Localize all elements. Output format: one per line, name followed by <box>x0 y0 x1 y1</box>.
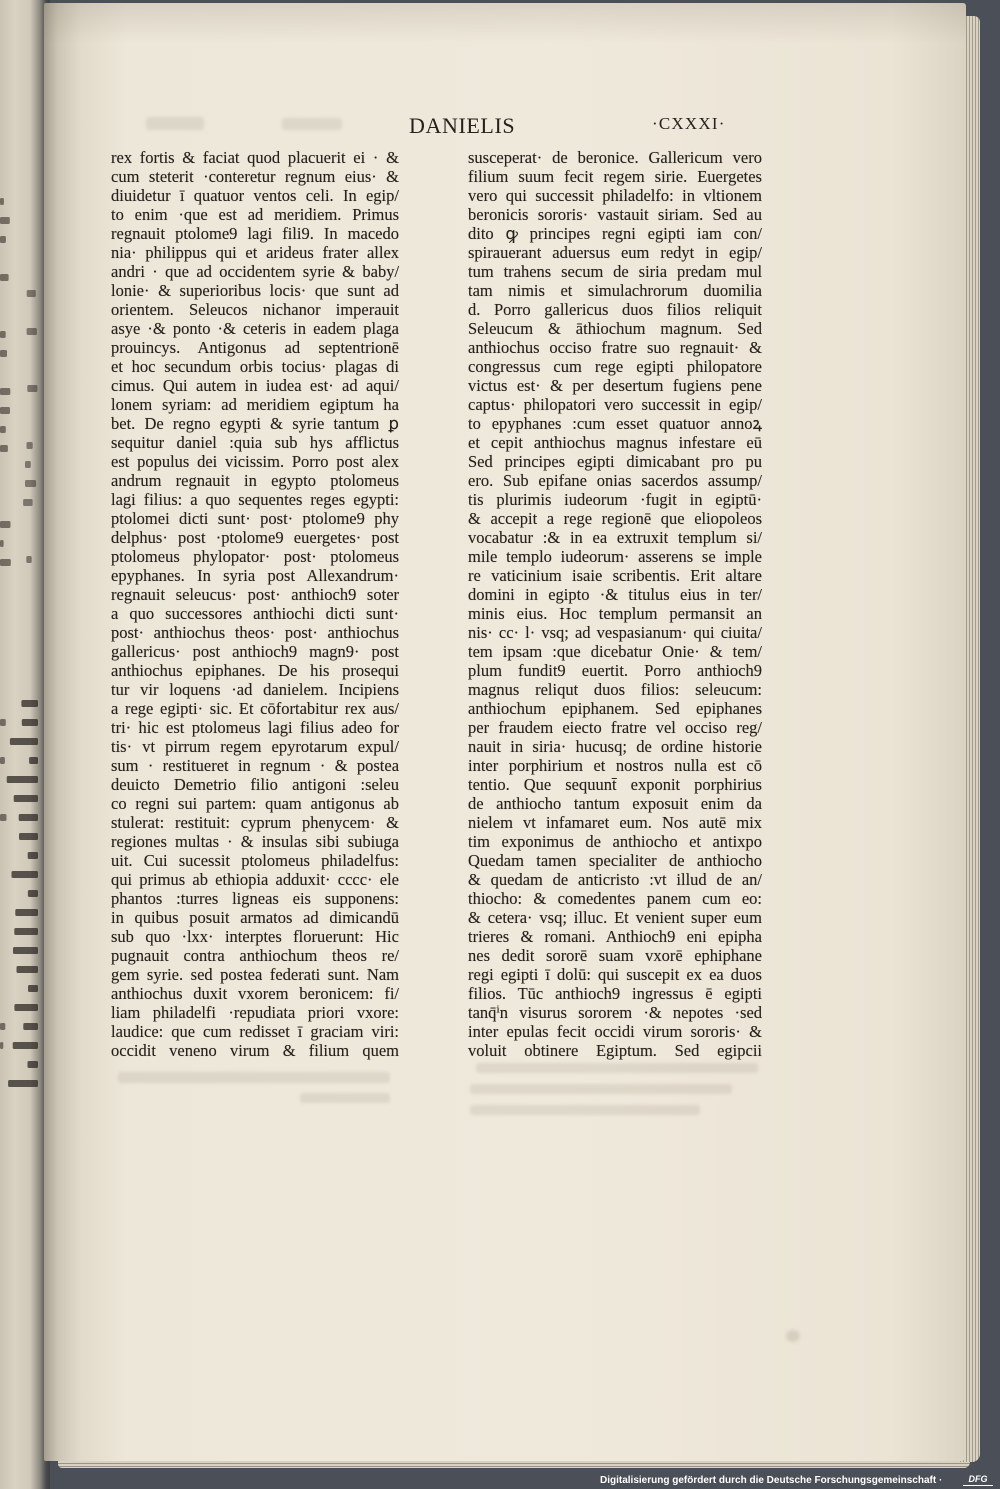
ink-fragment <box>0 274 9 281</box>
show-through <box>470 1084 732 1094</box>
text-line: cum steterit ·conteretur regnum eius· & <box>111 167 400 186</box>
show-through <box>300 1093 390 1103</box>
text-line: orientem. Seleucos nichanor imperauit <box>111 300 399 319</box>
text-line: inter porphirium et nostros nulla est cō <box>468 756 762 775</box>
ink-fragment <box>19 833 38 840</box>
right-text-column <box>468 148 762 1060</box>
text-line: ero. Sub epifane onias sacerdos assump/ <box>468 471 763 490</box>
text-line: sequitur daniel :quia sub hys afflictus <box>111 433 399 452</box>
text-line: tam nimis et simulachrorum duomilia <box>468 281 762 300</box>
dfg-logo: DFG <box>963 1474 993 1486</box>
text-line: tur vir loquens ·ad danielem. Incipiens <box>111 680 400 699</box>
text-line: to epyphanes :cum esset quatuor annoꝝ <box>468 414 762 433</box>
running-head: DANIELIS <box>409 113 516 138</box>
text-line: lonie· & superioribus locis· que sunt ad <box>111 281 399 300</box>
text-line: bet. De regno egypti & syrie tantum ꝑ <box>111 414 399 433</box>
ink-fragment <box>27 290 36 297</box>
text-line: co regni sui partem: quam antigonus ab <box>111 794 399 813</box>
text-line: lonem syriam: ad meridiem egiptum ha <box>111 395 400 414</box>
text-line: tanq̄ⁱn visurus sororem ·& nepotes ·sed <box>468 1003 763 1022</box>
text-line: gallericus· post anthioch9 magn9· post <box>111 642 399 661</box>
ink-fragment <box>28 985 38 992</box>
ink-fragment <box>27 328 37 335</box>
text-line: & quedam de anticristo :vt illud de an/ <box>468 870 763 889</box>
text-line: Seleucum & āthiochum magnum. Sed <box>468 319 762 338</box>
text-line: tum trahens secum de siria predam mul <box>468 262 763 281</box>
left-text-column <box>111 148 399 1060</box>
text-line: & cetera· vsq; illuc. Et venient super eum <box>468 908 763 927</box>
digitization-credit: Digitalisierung gefördert durch die Deutsche Forschungsgemeinschaft · <box>600 1475 943 1486</box>
text-line: mile templo iudeorum· asserens se imple <box>468 547 763 566</box>
text-line: Quedam tamen specialiter de anthiocho <box>468 851 762 870</box>
ink-fragment <box>0 198 4 205</box>
text-line: tim exponimus de anthiocho et antixpo <box>468 832 762 851</box>
text-line: est populus dei vicissim. Porro post alex <box>111 452 399 471</box>
text-line: anthiochus occiso fratre suo regnauit· & <box>468 338 762 357</box>
text-line: tem ipsam :que dicebatur Onie· & tem/ <box>468 642 763 661</box>
text-line: magnus reliqut duos filios: seleucum: <box>468 680 762 699</box>
ink-fragment <box>7 776 38 783</box>
text-line: in quibus posuit armatos ad dimicandū <box>111 908 400 927</box>
ink-fragment <box>17 966 39 973</box>
ink-fragment <box>23 1023 38 1030</box>
text-line: ptolomeus phylopator· post· ptolomeus <box>111 547 399 566</box>
ink-fragment <box>13 947 38 954</box>
ink-fragment <box>0 814 7 821</box>
ink-fragment <box>0 426 6 433</box>
text-line: post· anthiochus theos· post· anthiochus <box>111 623 399 642</box>
text-line: tis plurimis iudeorum ·fugit in egiptū· <box>468 490 762 509</box>
text-line: pugnauit contra anthiochum theos re/ <box>111 946 399 965</box>
ink-fragment <box>28 852 38 859</box>
text-line: tentio. Que sequunt̄ exponit porphirius <box>468 775 762 794</box>
ink-fragment <box>0 388 10 395</box>
ink-fragment <box>14 795 38 802</box>
ink-fragment <box>28 1061 39 1068</box>
ink-fragment <box>21 700 38 707</box>
text-line: voluit obtinere Egiptum. Sed egipcii <box>468 1041 762 1060</box>
text-line: a rege egipti· sic. Et cōfortabitur rex aus/ <box>111 699 400 718</box>
text-line: et cepit anthiochus magnus infestare eū <box>468 433 762 452</box>
text-line: trieres & romani. Anthioch9 eni epipha <box>468 927 762 946</box>
text-line: et hoc secundum orbis tocius· plagas di <box>111 357 399 376</box>
text-line: anthiochus duxit vxorem beronicem: fi/ <box>111 984 399 1003</box>
text-line: congressus cum rege egipti philopatore <box>468 357 762 376</box>
ink-fragment <box>0 719 6 726</box>
ink-fragment <box>0 350 7 357</box>
text-line: regiones multas · & insulas sibi subiuga <box>111 832 399 851</box>
ink-fragment <box>29 757 38 764</box>
text-line: filium suum fecit regem sirie. Euergetes <box>468 167 762 186</box>
ink-fragment <box>0 236 6 243</box>
text-line: epyphanes. In syria post Allexandrum· <box>111 566 399 585</box>
text-line: tis· vt pirrum regem epyrotarum expul/ <box>111 737 399 756</box>
text-line: liam philadelfi ·repudiata priori vxore: <box>111 1003 399 1022</box>
text-line: nis· cc· l· vsq; ad vespasianum· qui ciuita/ <box>468 623 762 642</box>
ink-fragment <box>23 499 32 506</box>
ink-fragment <box>28 890 38 897</box>
text-line: victus est· & per desertum fugiens pene <box>468 376 763 395</box>
text-line: nielem vt infamaret eum. Nos autē mix <box>468 813 763 832</box>
text-line: andrum regnauit in egypto ptolomeus <box>111 471 400 490</box>
show-through <box>470 1105 700 1115</box>
ink-fragment <box>10 738 38 745</box>
text-line: rex fortis & faciat quod placuerit ei · & <box>111 148 399 167</box>
text-line: cimus. Qui autem in iudea est· ad aqui/ <box>111 376 399 395</box>
text-line: plum fundit9 euertit. Porro anthioch9 <box>468 661 763 680</box>
ink-fragment <box>12 871 39 878</box>
show-through <box>282 118 342 130</box>
text-line: vero qui successit philadelfo: in vltionem <box>468 186 763 205</box>
text-line: ptolomei dicti sunt· post· ptolome9 phy <box>111 509 399 528</box>
ink-fragment <box>25 461 31 468</box>
text-line: phantos :turres ligneas eis supponens: <box>111 889 400 908</box>
text-line: regnauit seleucus· post· anthioch9 soter <box>111 585 400 604</box>
text-line: anthiochus epiphanes. De his prosequi <box>111 661 400 680</box>
ink-fragment <box>27 385 37 392</box>
text-line: dito ꝙ principes regni egipti iam con/ <box>468 224 762 243</box>
ink-fragment <box>14 1004 38 1011</box>
text-line: anthiochum epiphanem. Sed epiphanes <box>468 699 762 718</box>
text-line: nes dedit sororē suam vxorē ephiphane <box>468 946 762 965</box>
text-line: stulerat: restituit: cyprum phenycem· & <box>111 813 399 832</box>
text-line: captus· philopatori vero successit in egip/ <box>468 395 762 414</box>
text-line: gem syrie. sed postea federati sunt. Nam <box>111 965 399 984</box>
ink-fragment <box>19 814 38 821</box>
ink-fragment <box>27 442 33 449</box>
text-line: delphus· post ·ptolome9 euergetes· post <box>111 528 400 547</box>
text-line: Sed principes egipti dimicabant pro pu <box>468 452 762 471</box>
ink-fragment <box>0 559 11 566</box>
ink-fragment <box>0 1023 5 1030</box>
text-line: to enim ·que est ad meridiem. Primus <box>111 205 399 224</box>
ink-fragment <box>0 757 5 764</box>
text-line: occidit veneno virum & filium quem <box>111 1041 400 1060</box>
ink-fragment <box>25 480 36 487</box>
text-line: tri· hic est ptolomeus lagi filius adeo for <box>111 718 399 737</box>
text-line: regnauit ptolome9 lagi fili9. In macedo <box>111 224 399 243</box>
previous-page-fragments <box>0 0 50 1489</box>
text-line: minis eius. Hoc templum permansit an <box>468 604 762 623</box>
text-line: nia· philippus qui et arideus frater allex <box>111 243 400 262</box>
ink-fragment <box>0 445 8 452</box>
ink-fragment <box>0 540 4 547</box>
text-line: spirauerant aduersus eum redyt in egip/ <box>468 243 762 262</box>
text-line: sum · restitueret in regnum · & postea <box>111 756 400 775</box>
text-line: per fraudem eiecto fratre vel occiso reg/ <box>468 718 762 737</box>
show-through <box>476 1063 758 1073</box>
text-line: & accepit a rege regionē que eliopoleos <box>468 509 763 528</box>
text-line: nauit in siria· hucusq; de ordine historie <box>468 737 762 756</box>
text-line: domini in egipto ·& titulus eius in ter/ <box>468 585 763 604</box>
ink-fragment <box>13 1042 38 1049</box>
text-line: re vaticinium isaie scribentis. Erit altare <box>468 566 762 585</box>
text-line: diuidetur ī quatuor ventos celi. In egip/ <box>111 186 399 205</box>
text-line: qui primus ab ethiopia adduxit· cccc· ele <box>111 870 399 889</box>
text-line: regi egipti ī dolū: qui suscepit ex ea duos <box>468 965 762 984</box>
text-line: laudice: que cum redisset ī graciam viri: <box>111 1022 399 1041</box>
text-line: andri · que ad occidentem syrie & baby/ <box>111 262 400 281</box>
show-through <box>118 1072 390 1083</box>
text-line: vocabatur :& in ea extruxit templum si/ <box>468 528 762 547</box>
folio-number: ·CXXXI· <box>652 114 726 133</box>
ink-fragment <box>8 1080 38 1087</box>
ink-fragment <box>0 217 10 224</box>
ink-fragment <box>0 331 6 338</box>
text-line: de anthiocho tantum exposuit enim da <box>468 794 762 813</box>
ink-fragment <box>14 928 38 935</box>
ink-fragment <box>22 719 38 726</box>
ink-fragment <box>0 521 11 528</box>
text-line: thiocho: & comedentes panem cum eo: <box>468 889 763 908</box>
text-line: sub quo ·lxx· interptes floruerunt: Hic <box>111 927 399 946</box>
ink-fragment <box>26 556 31 563</box>
text-line: filios. Tūc anthioch9 ingressus ē egipti <box>468 984 763 1003</box>
text-line: uit. Cui sucessit ptolomeus philadelfus: <box>111 851 400 870</box>
ink-fragment <box>0 407 10 414</box>
ink-fragment <box>15 909 38 916</box>
text-line: a quo successores anthiochi dicti sunt· <box>111 604 399 623</box>
ink-fragment <box>0 1042 3 1049</box>
text-line: susceperat· de beronice. Gallericum vero <box>468 148 762 167</box>
text-line: prouincys. Antigonus ad septentrionē <box>111 338 399 357</box>
text-line: beronicis sororis· vastauit siriam. Sed au <box>468 205 762 224</box>
text-line: d. Porro gallericus duos filios reliquit <box>468 300 762 319</box>
show-through <box>146 117 204 130</box>
text-line: lagi filius: a quo sequentes reges egypti: <box>111 490 400 509</box>
text-line: inter epulas fecit occidi virum sororis· & <box>468 1022 762 1041</box>
text-line: asye ·& ponto ·& ceteris in eadem plaga <box>111 319 399 338</box>
text-line: deuicto Demetrio filio antigoni :seleu <box>111 775 399 794</box>
paper-stain <box>786 1330 800 1342</box>
